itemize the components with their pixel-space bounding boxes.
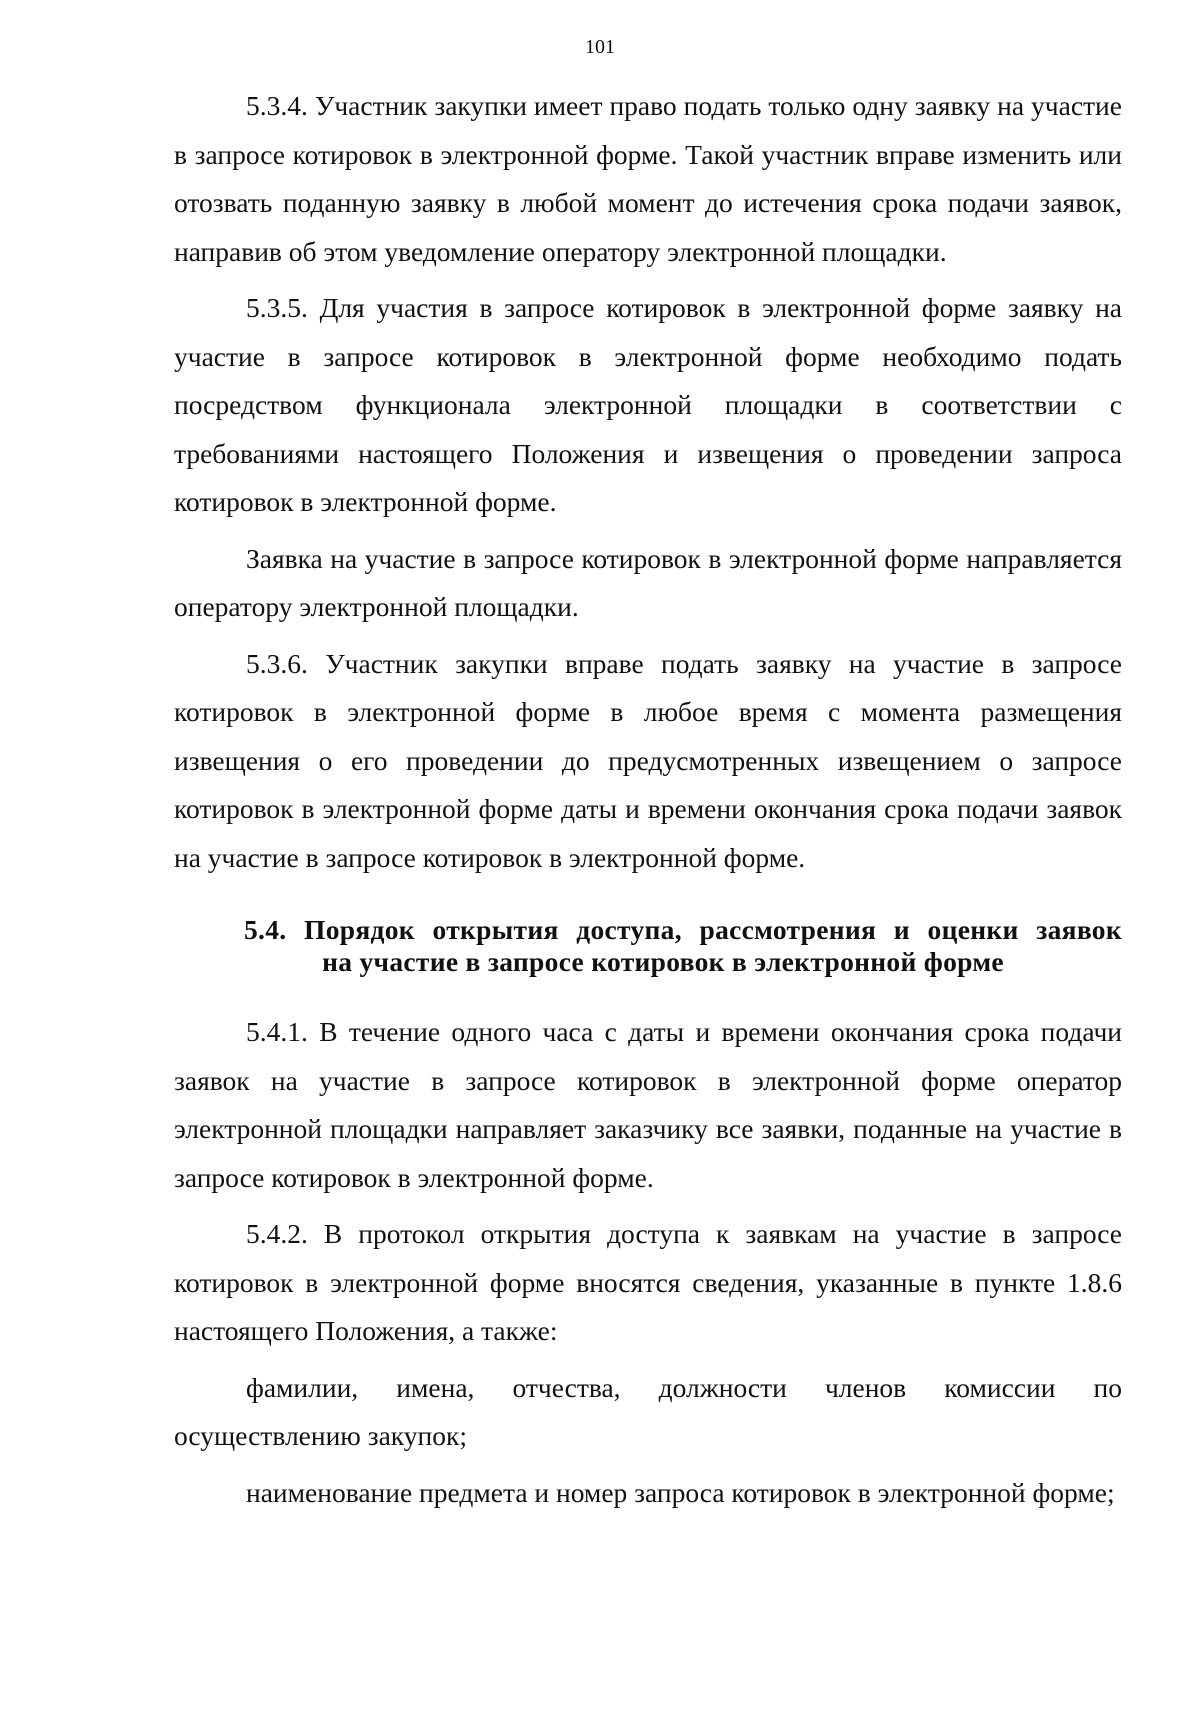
paragraph-subject-name: наименование предмета и номер запроса котировок в электронной форме; <box>246 1476 1115 1508</box>
paragraph-5-3-6: 5.3.6. Участник закупки вправе подать заявку на участие в запросе котировок в электронной форме в любое время с момента размещения извещения о его проведении до предусмотренных извещением о запросе котировок в электронной форме даты и времени окончания срока подачи заявок на участие в запросе котировок в электронной форме. <box>174 647 1122 873</box>
section-heading-5-4 <box>174 914 1122 978</box>
paragraph-application-direction: Заявка на участие в запросе котировок в электронной форме направляется оператору электронной площадки. <box>174 542 1122 622</box>
document-body <box>174 82 1122 1525</box>
paragraph-5-4-2: 5.4.2. В протокол открытия доступа к заявкам на участие в запросе котировок в электронной форме вносятся сведения, указанные в пункте 1.8.6 настоящего Положения, а также: <box>174 1218 1122 1346</box>
paragraph-commission-members: фамилии, имена, отчества, должности членов комиссии по осуществлению закупок; <box>174 1371 1122 1451</box>
page-number: 101 <box>585 36 615 58</box>
section-heading-line-1: 5.4. Порядок открытия доступа, рассмотрения и оценки заявок <box>244 914 1122 945</box>
section-heading-line-2: на участие в запросе котировок в электронной форме <box>322 946 1004 977</box>
paragraph-5-3-5: 5.3.5. Для участия в запросе котировок в электронной форме заявку на участие в запросе котировок в электронной форме необходимо подать посредством функционала электронной площадки в соответствии с требованиями настоящего Положения и извещения о проведении запроса котировок в электронной форме. <box>174 292 1122 517</box>
paragraph-5-4-1: 5.4.1. В течение одного часа с даты и времени окончания срока подачи заявок на участие в запросе котировок в электронной форме оператор электронной площадки направляет заказчику все заявки, поданные на участие в запросе котировок в электронной форме. <box>174 1016 1122 1193</box>
paragraph-5-3-4: 5.3.4. Участник закупки имеет право подать только одну заявку на участие в запросе котировок в электронной форме. Такой участник вправе изменить или отозвать поданную заявку в любой момент до истечения срока подачи заявок, направив об этом уведомление оператору электронной площадки. <box>174 90 1122 267</box>
